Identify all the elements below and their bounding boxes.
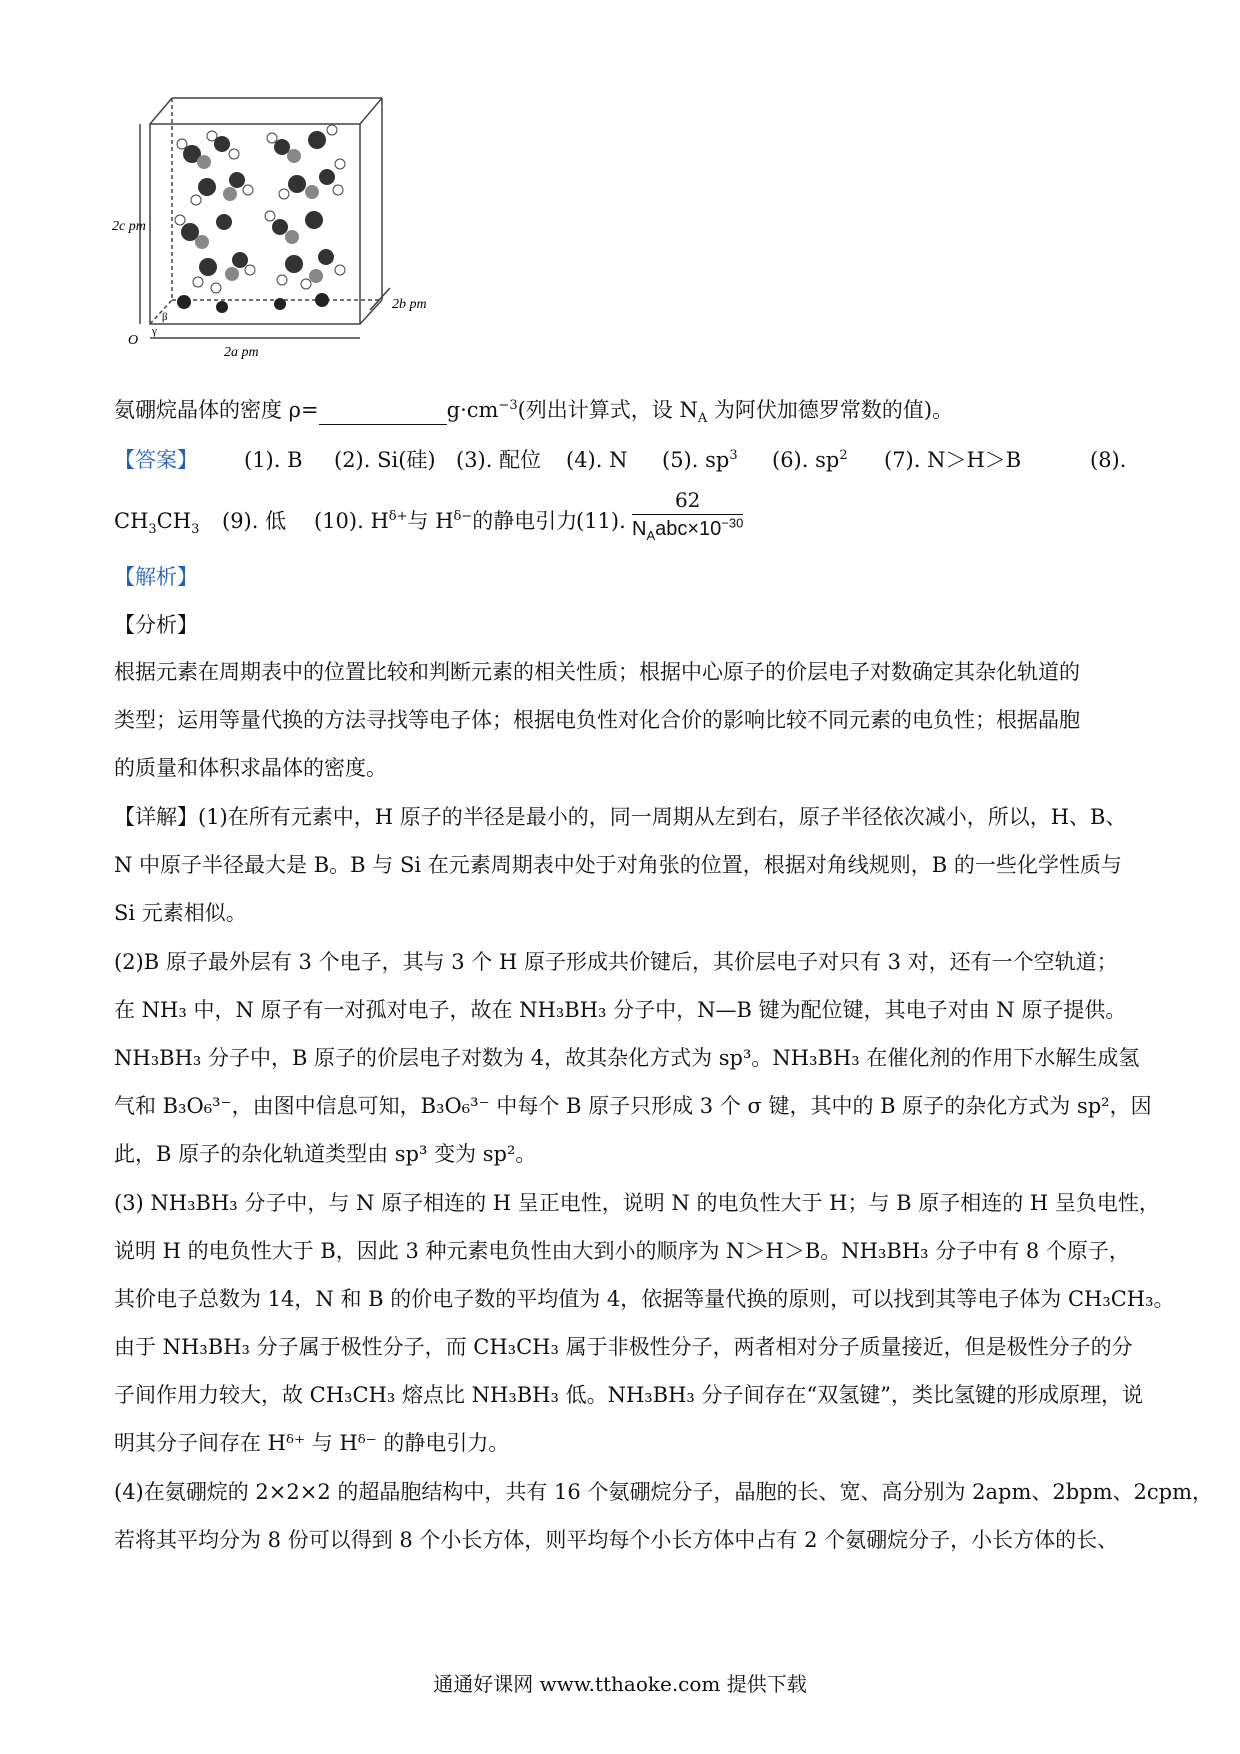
- crystal-cell-figure: [112, 92, 472, 392]
- answer-1: (1). B: [244, 448, 303, 472]
- answer-11-label: (11).: [576, 509, 626, 533]
- detail-tag: 【详解】: [114, 805, 198, 829]
- page-footer: 通通好课网 www.tthaoke.com 提供下载: [433, 1672, 807, 1696]
- question-text: 氨硼烷晶体的密度 ρ=: [114, 398, 319, 422]
- fraction-numerator: 62: [632, 488, 743, 515]
- detail-line: (2)B 原子最外层有 3 个电子，其与 3 个 H 原子形成共价键后，其价层电子对只有 3 对，还有一个空轨道；: [114, 950, 1118, 974]
- answer-tag: 【答案】: [114, 448, 198, 472]
- answer-7: (7). N＞H＞B: [884, 448, 1022, 472]
- detail-line: 若将其平均分为 8 份可以得到 8 个小长方体，则平均每个小长方体中占有 2 个氨硼烷分子，小长方体的长、: [114, 1528, 1119, 1552]
- detail-line: 明其分子间存在 Hᵟ⁺ 与 Hᵟ⁻ 的静电引力。: [114, 1431, 510, 1455]
- gamma-label: γ: [152, 325, 157, 337]
- detail-line: 气和 B₃O₆³⁻，由图中信息可知，B₃O₆³⁻ 中每个 B 原子只形成 3 个 σ 键，其中的 B 原子的杂化方式为 sp²，因: [114, 1094, 1152, 1118]
- fenxi-line: 的质量和体积求晶体的密度。: [114, 756, 387, 780]
- na-subscript: A: [697, 411, 708, 427]
- unit-exponent: −3: [498, 398, 518, 413]
- depth-label: 2b pm: [392, 297, 427, 312]
- answer-line-1: [114, 445, 1134, 475]
- analysis-tag: 【解析】: [114, 565, 198, 589]
- detail-line: NH₃BH₃ 分子中，B 原子的价层电子对数为 4，故其杂化方式为 sp³。NH₃BH₃ 在催化剂的作用下水解生成氢: [114, 1046, 1140, 1070]
- question-line: [114, 395, 1134, 425]
- answer-10: (10). $H^{\delta+}$与 $H^{\delta-}$的静电引力: [314, 509, 578, 533]
- density-fraction: [632, 488, 743, 541]
- detail-line: 子间作用力较大，故 CH₃CH₃ 熔点比 NH₃BH₃ 低。NH₃BH₃ 分子间存在“双氢键”，类比氢键的形成原理，说: [114, 1383, 1143, 1407]
- unit-text: g·cm: [446, 398, 499, 422]
- answer-8-label: (8).: [1090, 448, 1127, 472]
- supercell-diagram: [112, 92, 472, 392]
- question-text-3: 为阿伏加德罗常数的值)。: [707, 398, 954, 422]
- answer-blank: [319, 402, 447, 425]
- answer-9: (9). 低: [222, 509, 287, 533]
- fenxi-line: 类型；运用等量代换的方法寻找等电子体；根据电负性对化合价的影响比较不同元素的电负性；根据晶胞: [114, 708, 1080, 732]
- detail-line: 由于 NH₃BH₃ 分子属于极性分子，而 CH₃CH₃ 属于非极性分子，两者相对分子质量接近，但是极性分子的分: [114, 1335, 1133, 1359]
- fraction-denominator: $N_Aabc\times 10^{-30}$: [632, 515, 744, 543]
- detail-line: 此，B 原子的杂化轨道类型由 sp³ 变为 sp²。: [114, 1142, 537, 1166]
- beta-label: β: [162, 311, 168, 323]
- origin-label: O: [128, 333, 139, 348]
- fenxi-tag: 【分析】: [114, 613, 198, 637]
- answer-3: (3). 配位: [456, 448, 542, 472]
- detail-line: (4)在氨硼烷的 2×2×2 的超晶胞结构中，共有 16 个氨硼烷分子，晶胞的长、宽、高分别为 2apm、2bpm、2cpm，: [114, 1480, 1213, 1504]
- answer-8-value: $CH_3CH_3$: [114, 509, 200, 538]
- answer-5: (5). $sp^3$: [662, 448, 738, 472]
- fenxi-line: 根据元素在周期表中的位置比较和判断元素的相关性质；根据中心原子的价层电子对数确定其杂化轨道的: [114, 660, 1080, 684]
- answer-line-2: [114, 488, 1134, 552]
- width-label: 2a pm: [224, 345, 259, 360]
- height-label: 2c pm: [112, 219, 146, 234]
- detail-line: 在 NH₃ 中，N 原子有一对孤对电子，故在 NH₃BH₃ 分子中，N—B 键为配位键，其电子对由 N 原子提供。: [114, 998, 1127, 1022]
- detail-line: N 中原子半径最大是 B。B 与 Si 在元素周期表中处于对角张的位置，根据对角线规则，B 的一些化学性质与: [114, 853, 1122, 877]
- question-text-2: (列出计算式，设 N: [517, 398, 698, 422]
- detail-line: 说明 H 的电负性大于 B，因此 3 种元素电负性由大到小的顺序为 N＞H＞B。NH₃BH₃ 分子中有 8 个原子，: [114, 1239, 1130, 1263]
- answer-4: (4). N: [566, 448, 628, 472]
- answer-6: (6). $sp^2$: [772, 448, 848, 472]
- detail-line: (3) NH₃BH₃ 分子中，与 N 原子相连的 H 呈正电性，说明 N 的电负性大于 H；与 B 原子相连的 H 呈负电性，: [114, 1191, 1160, 1215]
- answer-2: (2). Si(硅): [334, 448, 436, 472]
- detail-line: 其价电子总数为 14，N 和 B 的价电子数的平均值为 4，依据等量代换的原则，可以找到其等电子体为 CH₃CH₃。: [114, 1287, 1175, 1311]
- detail-line: Si 元素相似。: [114, 901, 247, 925]
- detail-line-1: 【详解】(1)在所有元素中，H 原子的半径是最小的，同一周期从左到右，原子半径依次减小，所以，H、B、: [114, 805, 1127, 829]
